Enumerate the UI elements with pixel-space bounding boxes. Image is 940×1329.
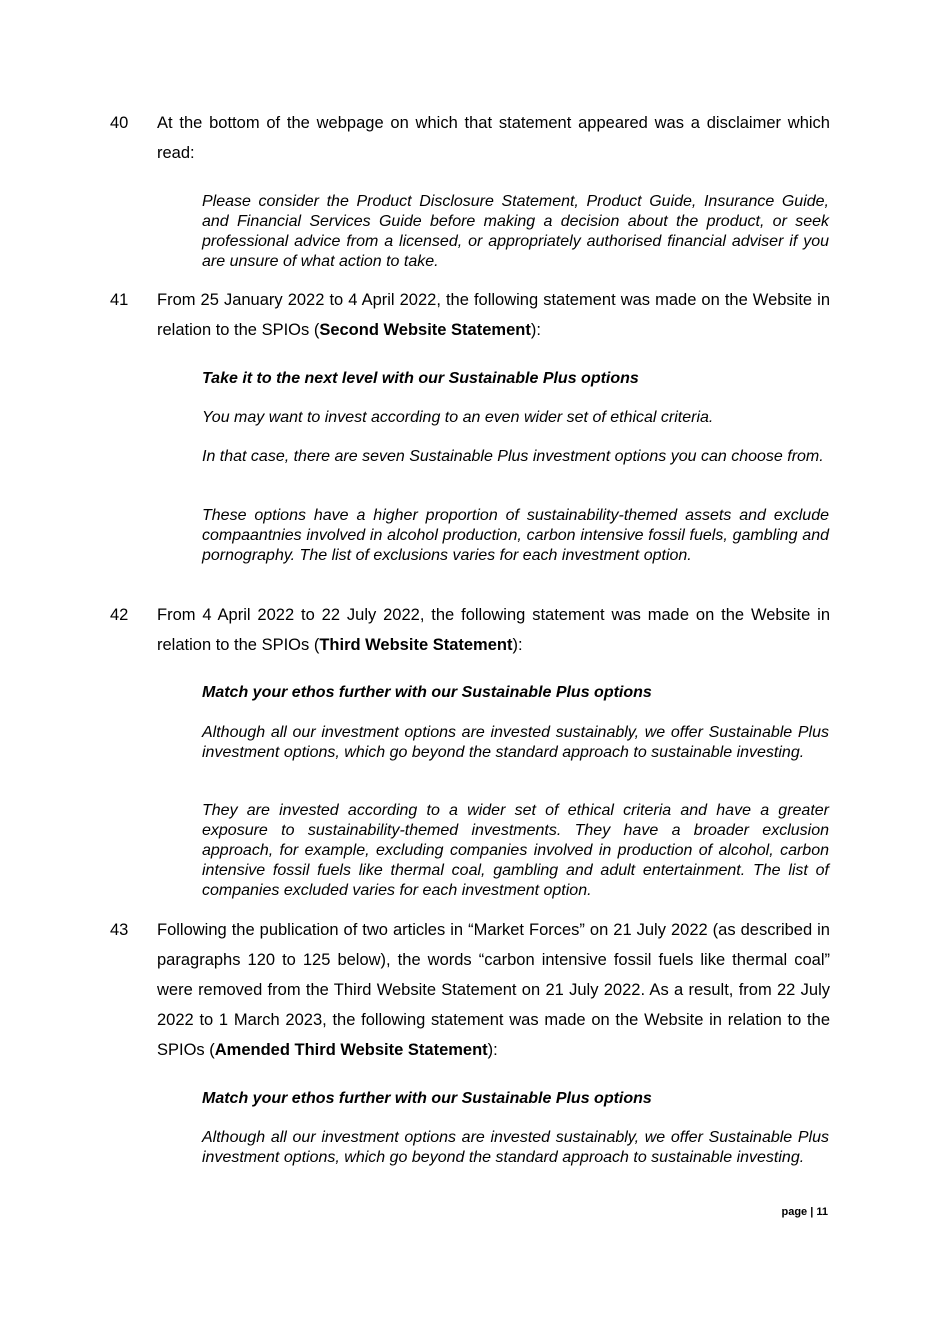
quote-heading-amended: Match your ethos further with our Sustainable Plus options xyxy=(202,1090,652,1107)
quote-second-p1: You may want to invest according to an even wider set of ethical criteria. xyxy=(202,409,714,426)
quote-heading-second: Take it to the next level with our Sustainable Plus options xyxy=(202,370,639,387)
quote-heading-third: Match your ethos further with our Sustainable Plus options xyxy=(202,684,652,701)
paragraph-text-after: ): xyxy=(487,1041,498,1059)
paragraph-text xyxy=(157,600,830,660)
quote-amended-p1: Although all our investment options are invested sustainably, we offer Sustainable Plus investment options, which go beyond the standard approach to sustainable investing. xyxy=(202,1129,829,1166)
paragraph-text-before: From 25 January 2022 to 4 April 2022, the following statement was made on the Website in relation to the SPIOs ( xyxy=(157,291,830,339)
paragraph-text: At the bottom of the webpage on which that statement appeared was a disclaimer which read: xyxy=(157,114,830,162)
paragraph-text-before: From 4 April 2022 to 22 July 2022, the following statement was made on the Website in relation to the SPIOs ( xyxy=(157,606,830,654)
paragraph-text xyxy=(157,285,830,345)
paragraph-number: 40 xyxy=(110,114,129,132)
defined-term: Second Website Statement xyxy=(319,321,531,339)
paragraph-43 xyxy=(110,915,830,1065)
quote-second-p2: In that case, there are seven Sustainable Plus investment options you can choose from. xyxy=(202,448,824,465)
paragraph-number: 42 xyxy=(110,606,129,624)
paragraph-text-before: Following the publication of two articles in “Market Forces” on 21 July 2022 (as described in paragraphs 120 to 125 below), the words “carbon intensive fossil fuels like thermal coal” were removed from the Third Website Statement on 21 July 2022. As a result, from 22 July 2022 to 1 March 2023, the following statement was made on the Website in relation to the SPIOs ( xyxy=(157,921,830,1059)
defined-term: Third Website Statement xyxy=(319,636,513,654)
paragraph-42 xyxy=(110,600,830,660)
quote-disclaimer: Please consider the Product Disclosure Statement, Product Guide, Insurance Guide, and Financial Services Guide before making a decision about the product, or seek professional advice from a licensed, or appropriately authorised financial adviser if you are unsure of what action to take. xyxy=(202,193,829,270)
quote-third-p2: They are invested according to a wider set of ethical criteria and have a greater exposure to sustainability-themed investments. They have a broader exclusion approach, for example, excluding companies involved in production of alcohol, carbon intensive fossil fuels like thermal coal, gambling and adult entertainment. The list of companies excluded varies for each investment option. xyxy=(202,802,829,899)
paragraph-number: 43 xyxy=(110,921,129,939)
paragraph-text-after: ): xyxy=(530,321,541,339)
paragraph-41 xyxy=(110,285,830,345)
quote-third-p1: Although all our investment options are invested sustainably, we offer Sustainable Plus investment options, which go beyond the standard approach to sustainable investing. xyxy=(202,724,829,761)
paragraph-text xyxy=(157,915,830,1065)
paragraph-text-after: ): xyxy=(512,636,523,654)
page-number: page | 11 xyxy=(781,1206,828,1218)
quote-second-p3: These options have a higher proportion of sustainability-themed assets and exclude compaantnies involved in alcohol production, carbon intensive fossil fuels, gambling and pornography. The list of exclusions varies for each investment option. xyxy=(202,507,829,564)
paragraph-number: 41 xyxy=(110,291,129,309)
paragraph-40 xyxy=(110,108,830,168)
defined-term: Amended Third Website Statement xyxy=(214,1041,488,1059)
